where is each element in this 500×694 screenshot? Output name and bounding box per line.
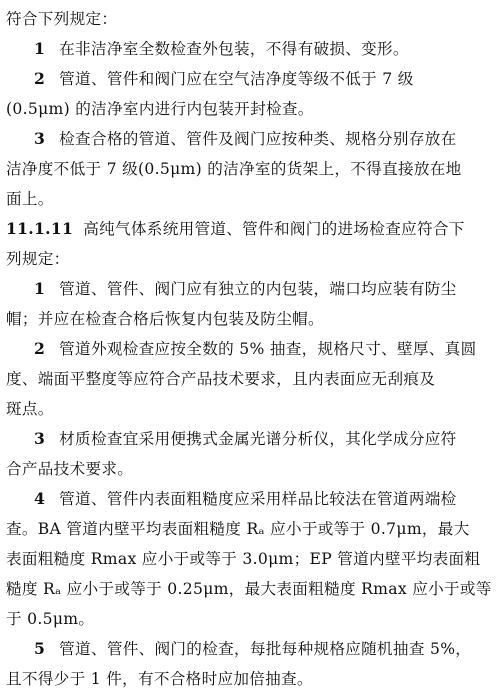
clause-number: 11.1.11 (6, 219, 74, 238)
item-number: 1 (34, 39, 46, 58)
line-text: 管道、管件、阀门的检查，每批每种规格应随机抽查 5%， (59, 640, 472, 658)
list-item-line (6, 34, 494, 64)
text-line (6, 184, 494, 214)
clause-heading-line (6, 214, 494, 244)
text-line (6, 454, 494, 484)
list-item-line (6, 124, 494, 154)
item-number: 4 (34, 489, 46, 508)
line-text: 表面粗糙度 Rmax 应小于或等于 3.0μm；EP 管道内壁平均表面粗 (6, 550, 481, 568)
text-line (6, 154, 494, 184)
line-text: 且不得少于 1 件，有不合格时应加倍抽查。 (6, 670, 313, 688)
item-number: 2 (34, 339, 46, 358)
text-line (6, 394, 494, 424)
list-item-line (6, 274, 494, 304)
line-text: 管道、管件内表面粗糙度应采用样品比较法在管道两端检 (59, 490, 457, 508)
list-item-line (6, 64, 494, 94)
line-text: 面上。 (6, 190, 54, 208)
text-line (6, 544, 494, 574)
line-text: 洁净度不低于 7 级(0.5μm) 的洁净室的货架上，不得直接放在地 (6, 160, 462, 178)
item-number: 5 (34, 639, 46, 658)
item-number: 3 (34, 429, 46, 448)
line-text: 管道外观检查应按全数的 5% 抽查，规格尺寸、壁厚、真圆 (59, 340, 477, 358)
line-text: 度、端面平整度等应符合产品技术要求，且内表面应无刮痕及 (6, 370, 436, 388)
list-item-line (6, 424, 494, 454)
line-text: 管道、管件和阀门应在空气洁净度等级不低于 7 级 (59, 70, 414, 88)
line-text: 糙度 Rₐ 应小于或等于 0.25μm，最大表面粗糙度 Rmax 应小于或等 (6, 580, 492, 598)
text-line (6, 664, 494, 694)
text-line (6, 514, 494, 544)
line-text: 高纯气体系统用管道、管件和阀门的进场检查应符合下 (83, 220, 465, 238)
line-text: 斑点。 (6, 400, 54, 418)
item-number: 1 (34, 279, 46, 298)
text-line (6, 574, 494, 604)
line-text: 材质检查宜采用便携式金属光谱分析仪，其化学成分应符 (59, 430, 457, 448)
text-line (6, 364, 494, 394)
list-item-line (6, 334, 494, 364)
list-item-line (6, 484, 494, 514)
text-line (6, 94, 494, 124)
text-line (6, 304, 494, 334)
line-text: 合产品技术要求。 (6, 460, 134, 478)
line-text: 查。BA 管道内壁平均表面粗糙度 Rₐ 应小于或等于 0.7μm，最大 (6, 520, 470, 538)
list-item-line (6, 634, 494, 664)
text-line (6, 244, 494, 274)
text-line (6, 604, 494, 634)
line-text: 管道、管件、阀门应有独立的内包装，端口均应装有防尘 (59, 280, 457, 298)
line-text: 列规定： (6, 250, 70, 268)
item-number: 3 (34, 129, 46, 148)
line-text: 在非洁净室全数检查外包装，不得有破损、变形。 (59, 40, 409, 58)
line-text: 符合下列规定： (6, 10, 118, 28)
line-text: 于 0.5μm。 (6, 610, 95, 628)
line-text: (0.5μm) 的洁净室内进行内包装开封检查。 (6, 100, 314, 118)
line-text: 帽；并应在检查合格后恢复内包装及防尘帽。 (6, 310, 324, 328)
item-number: 2 (34, 69, 46, 88)
text-line (6, 4, 494, 34)
line-text: 检查合格的管道、管件及阀门应按种类、规格分别存放在 (59, 130, 457, 148)
